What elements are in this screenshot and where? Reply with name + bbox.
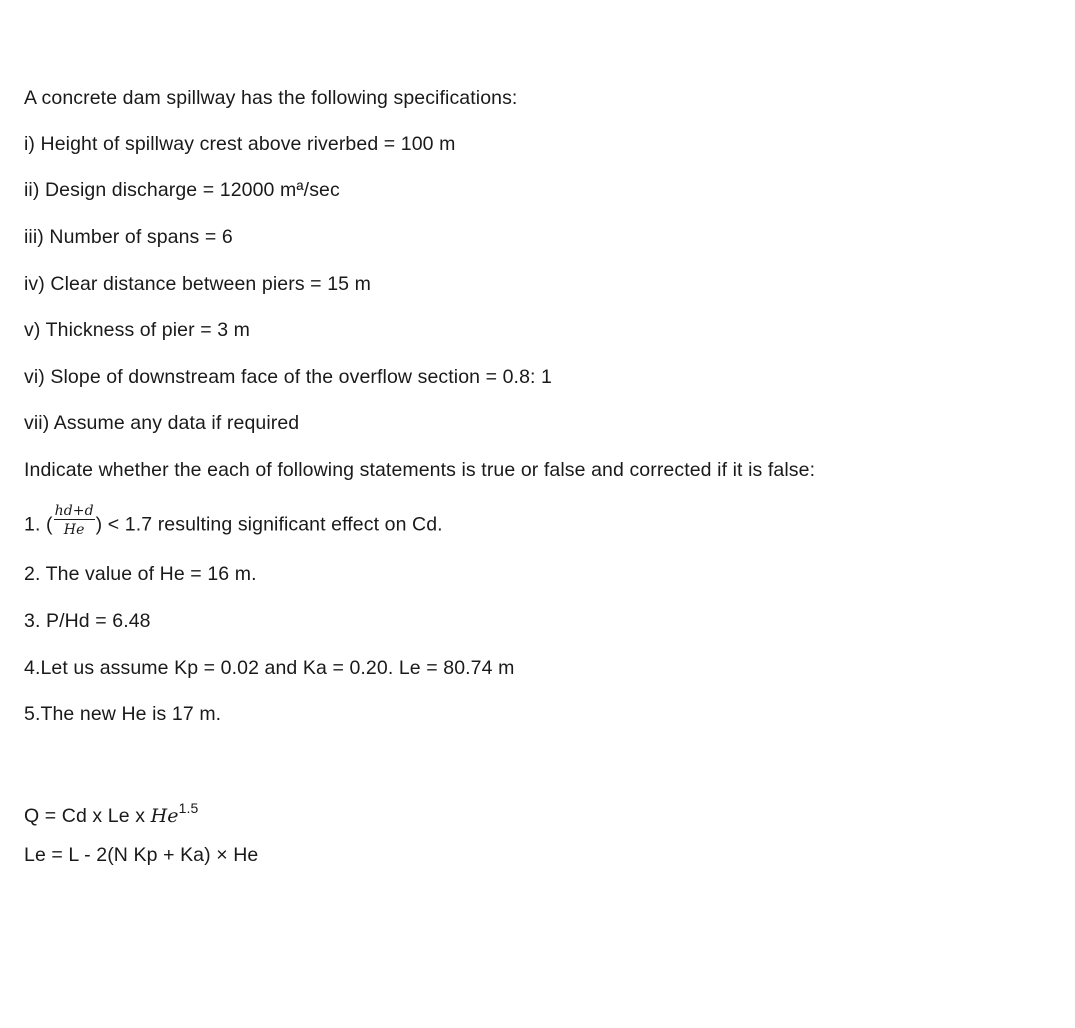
effective-length-formula: Le = L - 2(N Kp + Ka) × He bbox=[24, 844, 259, 866]
fraction bbox=[54, 503, 95, 542]
fraction-denominator: He bbox=[63, 522, 85, 538]
statement-4: 4.Let us assume Kp = 0.02 and Ka = 0.20. Le = 80.74 m bbox=[24, 657, 515, 679]
instruction-text: Indicate whether the each of following statements is true or false and corrected if it is false: bbox=[24, 459, 816, 481]
statement-1-open-paren: ( bbox=[46, 513, 53, 536]
spec-item: vii) Assume any data if required bbox=[24, 412, 300, 434]
spec-item: vi) Slope of downstream face of the overflow section = 0.8: 1 bbox=[24, 366, 553, 388]
statement-1-number: 1. bbox=[24, 513, 41, 536]
spec-item: i) Height of spillway crest above riverbed = 100 m bbox=[24, 133, 456, 155]
statement-5: 5.The new He is 17 m. bbox=[24, 703, 222, 725]
spec-item: iv) Clear distance between piers = 15 m bbox=[24, 273, 371, 295]
problem-intro: A concrete dam spillway has the following specifications: bbox=[24, 87, 518, 109]
discharge-formula bbox=[24, 796, 198, 828]
spec-item: iii) Number of spans = 6 bbox=[24, 226, 233, 248]
statement-1-text: ) < 1.7 resulting significant effect on Cd. bbox=[95, 513, 443, 536]
discharge-formula-variable: He bbox=[150, 805, 179, 827]
statement-3: 3. P/Hd = 6.48 bbox=[24, 610, 151, 632]
discharge-formula-exponent: 1.5 bbox=[178, 800, 199, 816]
statement-2: 2. The value of He = 16 m. bbox=[24, 563, 257, 585]
fraction-numerator: hd+d bbox=[54, 503, 94, 519]
statement-1 bbox=[24, 503, 443, 542]
spec-item: v) Thickness of pier = 3 m bbox=[24, 319, 251, 341]
discharge-formula-prefix: Q = Cd x Le x bbox=[24, 805, 151, 827]
spec-item: ii) Design discharge = 12000 mª/sec bbox=[24, 179, 340, 201]
